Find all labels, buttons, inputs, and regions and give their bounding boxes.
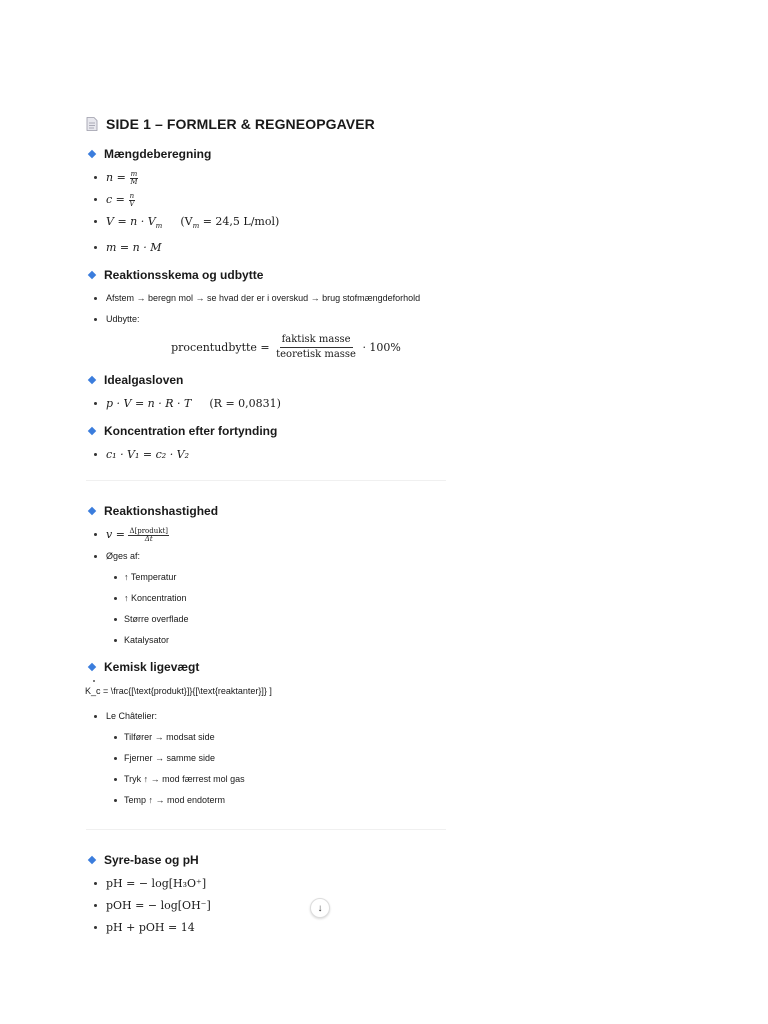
section-heading-ligevaegt: [86, 657, 446, 677]
formula: pH = − log[H₃O⁺]: [106, 877, 207, 891]
diamond-bullet-icon: [88, 427, 96, 435]
list-item: [86, 895, 446, 917]
formula: $V = n \cdot V_m$ ($V_m = 24,5$ L/mol): [106, 215, 280, 231]
title-row: [86, 110, 446, 138]
list-item: [86, 237, 446, 259]
formula: pOH = − log[OH⁻]: [106, 899, 211, 913]
section-title: Reaktionsskema og udbytte: [104, 268, 264, 283]
formula-list: [86, 167, 446, 259]
diamond-bullet-icon: [88, 376, 96, 384]
list-item: [86, 873, 446, 895]
section-title: Mængdeberegning: [104, 147, 212, 161]
sub-list-item: Katalysator: [86, 630, 446, 651]
page-title: SIDE 1 – FORMLER & REGNEOPGAVER: [106, 116, 375, 132]
section-heading-syre: [86, 850, 446, 870]
formula: v = $\frac{\text{Δ[produkt]}}{\Delta t}$: [106, 526, 169, 543]
formula: p · V = n · R · T (R = 0,0831): [106, 397, 281, 411]
list-item: [86, 917, 446, 939]
sub-list-item: Tilfører → modsat side: [86, 727, 446, 748]
raw-latex-text: K_c = \frac{[\text{produkt}]}{[\text{reaktanter}]} ]: [85, 686, 272, 697]
text-list: [86, 288, 446, 330]
display-formula: procentudbytte = $\frac{\text{faktisk masse}}{\text{teoretisk masse}}$ · 100%: [171, 334, 401, 360]
bullet-dot: [93, 680, 95, 682]
section-heading-maengde: [86, 144, 446, 164]
list-item: Øges af: ↑ Temperatur ↑ Koncentration Større overflade Katalysator: [86, 546, 446, 651]
sub-list: [86, 727, 446, 811]
formula: m = n · M: [106, 241, 162, 255]
section-heading-fortynding: [86, 421, 446, 441]
section-title: Koncentration efter fortynding: [104, 424, 278, 439]
formula: pH + pOH = 14: [106, 921, 195, 935]
sub-list-item: Tryk ↑ → mod færrest mol gas: [86, 769, 446, 790]
diamond-bullet-icon: [88, 150, 96, 158]
section-heading-hastighed: [86, 501, 446, 521]
diamond-bullet-icon: [88, 663, 96, 671]
formula: c₁ · V₁ = c₂ · V₂: [106, 448, 190, 462]
divider: [86, 480, 446, 481]
sub-list-item: Fjerner → samme side: [86, 748, 446, 769]
list-item: [86, 211, 446, 237]
sub-list-item: Større overflade: [86, 609, 446, 630]
fraction: $\frac{\text{faktisk masse}}{\text{teoretisk masse}}$: [276, 334, 356, 360]
formula-list: [86, 444, 446, 466]
text-list: [86, 706, 446, 811]
formula-list: [86, 873, 446, 939]
section-heading-reaktion: [86, 265, 446, 285]
section-title: Idealgasloven: [104, 373, 184, 388]
sub-list-item: Temp ↑ → mod endoterm: [86, 790, 446, 811]
sub-list-item: ↑ Temperatur: [86, 567, 446, 588]
list-item: Udbytte:: [86, 309, 446, 330]
list-item: [86, 444, 446, 466]
section-title: Kemisk ligevægt: [104, 660, 200, 675]
divider: [86, 829, 446, 830]
sub-list: [86, 567, 446, 651]
list-item: Afstem → beregn mol → se hvad der er i overskud → brug stofmængdeforhold: [86, 288, 446, 309]
formula-list: [86, 393, 446, 415]
diamond-bullet-icon: [88, 856, 96, 864]
diamond-bullet-icon: [88, 271, 96, 279]
formula: n = $\frac{m}{M}$: [106, 169, 138, 186]
section-title: Syre-base og pH: [104, 853, 199, 868]
list-item: [86, 524, 446, 546]
list-item: [86, 393, 446, 415]
sub-list-item: ↑ Koncentration: [86, 588, 446, 609]
formula-list: [86, 524, 446, 651]
document-icon: [86, 117, 98, 131]
section-heading-ideal: [86, 370, 446, 390]
arrow-down-icon: ↓: [317, 902, 323, 914]
list-item: [86, 189, 446, 211]
scroll-down-button[interactable]: [310, 898, 330, 918]
list-item: [86, 167, 446, 189]
list-item: Le Châtelier: Tilfører → modsat side Fjerner → samme side Tryk ↑ → mod færrest mol gas Temp ↑ → mod endoterm: [86, 706, 446, 811]
section-title: Reaktionshastighed: [104, 504, 219, 519]
formula: c = $\frac{n}{V}$: [106, 191, 135, 208]
diamond-bullet-icon: [88, 507, 96, 515]
raw-latex-item: [86, 680, 446, 706]
document-page: [86, 110, 446, 939]
